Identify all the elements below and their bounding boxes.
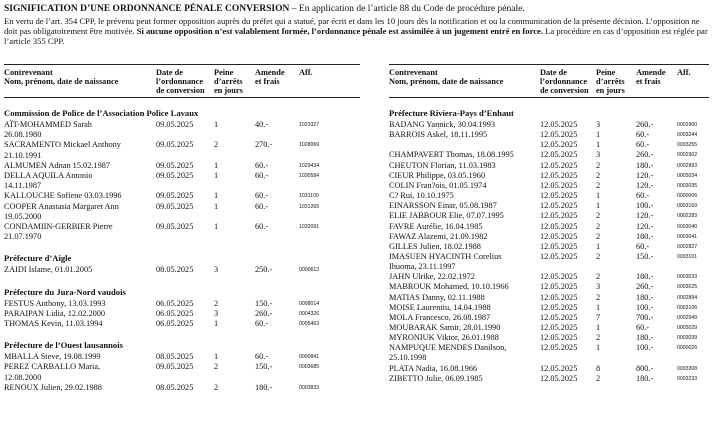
- contrevenant-name: MATIAS Danny, 02.11.1988: [389, 292, 485, 302]
- table-row: [4, 383, 360, 393]
- table-row: [389, 201, 709, 211]
- contrevenant-name-cont: 21.07.1970: [4, 232, 42, 242]
- amende-frais: 120.-: [636, 170, 654, 180]
- affaire-ref: 0003101: [677, 253, 698, 260]
- ordonnance-date: 12.05.2025: [540, 120, 578, 129]
- intro-text-bold: Si aucune opposition n’est valablement formée, l’ordonnance pénale est assimilée à un jugement entré en force.: [136, 26, 544, 37]
- ordonnance-date: 12.05.2025: [540, 180, 578, 190]
- ordonnance-date: 12.05.2025: [540, 333, 578, 343]
- contrevenant-name: CHAMPAVERT Thomas, 18.08.1995: [389, 150, 514, 160]
- section-title: Préfecture Riviera-Pays d’Enhaut: [389, 108, 514, 118]
- table-row: [389, 313, 709, 323]
- contrevenant-name: ZIBETTO Julie, 06.09.1985: [389, 373, 483, 383]
- peine-jours: 2: [596, 180, 601, 190]
- amende-frais: 250.-: [255, 265, 273, 275]
- ordonnance-date: 12.05.2025: [540, 191, 578, 201]
- peine-jours: 3: [596, 282, 601, 292]
- contrevenant-name-cont: 25.10.1998: [389, 353, 427, 363]
- header-rule-bottom: [4, 97, 360, 98]
- affaire-ref: 0000026: [677, 345, 698, 352]
- contrevenant-name-cont: 19.05.2000: [4, 211, 42, 221]
- affaire-ref: 0003034: [677, 172, 698, 179]
- contrevenant-name: ELIE JABBOUR Elie, 07.07.1995: [389, 211, 504, 221]
- section-title: Préfecture de l’Ouest lausannois: [4, 340, 123, 351]
- ordonnance-date: 12.05.2025: [540, 170, 578, 180]
- table-row: [389, 140, 709, 150]
- amende-frais: 180.-: [636, 373, 654, 383]
- affaire-ref: 0003244: [677, 132, 698, 139]
- header-peine2: d’arrêts: [596, 77, 625, 86]
- table-row: [4, 265, 360, 275]
- contrevenant-name: JAHN Ulrike, 22.02.1972: [389, 272, 475, 282]
- affaire-ref: 1030584: [299, 173, 320, 179]
- peine-jours: 3: [214, 265, 219, 275]
- ordonnance-date: 12.05.2025: [540, 292, 578, 302]
- header-peine3: en jours: [596, 86, 625, 95]
- amende-frais: 60.-: [636, 130, 650, 140]
- contrevenant-name: BADANG Yannick, 30.04.1993: [389, 120, 496, 129]
- amende-frais: 180.-: [636, 272, 654, 282]
- affaire-ref: 0003040: [677, 223, 698, 230]
- ordonnance-date: 09.05.2025: [156, 222, 194, 231]
- contrevenant-name: MABROUK Mohamed, 10.10.1966: [389, 282, 509, 292]
- contrevenant-name-cont: Ihuoma, 23.11.1997: [389, 262, 456, 272]
- header-date3: de conversion: [540, 86, 589, 95]
- peine-jours: 2: [596, 231, 601, 241]
- ordonnance-date: 08.05.2025: [156, 265, 194, 275]
- table-row: [389, 242, 709, 252]
- contrevenant-name: AÏT-MOHAMMED Sarah: [4, 120, 92, 129]
- affaire-ref: 0000612: [299, 267, 320, 274]
- header-aff: Aff.: [677, 68, 691, 77]
- ordonnance-date: 12.05.2025: [540, 343, 578, 353]
- peine-jours: 1: [596, 323, 601, 332]
- peine-jours: 1: [214, 201, 219, 211]
- header-amende2: et frais: [636, 77, 661, 86]
- peine-jours: 2: [596, 251, 601, 261]
- section-title: Commission de Police de l’Association Police Lavaux: [4, 108, 199, 118]
- ordonnance-date: 12.05.2025: [540, 272, 578, 282]
- table-row: [389, 374, 709, 384]
- contrevenant-name: PARAIPAN Lidia, 12.02.2000: [4, 308, 106, 318]
- contrevenant-name-cont: 12.08.2000: [4, 372, 42, 382]
- table-row: [389, 181, 709, 191]
- ordonnance-date: 12.05.2025: [540, 323, 578, 332]
- peine-jours: 1: [596, 191, 601, 201]
- peine-jours: 1: [214, 191, 219, 201]
- amende-frais: 260.-: [636, 120, 654, 129]
- contrevenant-name: MOUBARAK Samir, 28.01.1990: [389, 323, 501, 332]
- ordonnance-date: 09.05.2025: [156, 201, 194, 211]
- table-row: [4, 120, 360, 140]
- amende-frais: 180.-: [636, 231, 654, 241]
- header-date1: Date de: [156, 68, 183, 77]
- affaire-ref: 0002893: [677, 162, 698, 169]
- contrevenant-name: FAWAZ Alazemi, 21.09.1982: [389, 231, 488, 241]
- amende-frais: 150.-: [255, 362, 273, 372]
- header-peine1: Peine: [596, 68, 616, 77]
- contrevenant-name: CIEUR Philippe, 03.05.1960: [389, 170, 486, 180]
- amende-frais: 800.-: [636, 363, 654, 373]
- peine-jours: 1: [214, 120, 219, 129]
- affaire-ref: 0002894: [677, 294, 698, 301]
- affaire-ref: 0005463: [299, 321, 320, 327]
- affaire-ref: 1028069: [299, 142, 320, 149]
- table-row: [389, 252, 709, 272]
- amende-frais: 60.-: [636, 140, 650, 150]
- amende-frais: 700.-: [636, 312, 654, 322]
- amende-frais: 180.-: [636, 292, 654, 302]
- section-title: Préfecture d’Aigle: [4, 253, 72, 264]
- header-amende1: Amende: [255, 68, 285, 77]
- contrevenant-name: NAMPUQUE MENDES Danilson,: [389, 343, 507, 353]
- contrevenant-name: ZAIDI Islame, 01.01.2005: [4, 265, 93, 275]
- amende-frais: 60.-: [255, 352, 269, 362]
- contrevenant-name: KALLOUCHE Sofiene 03.03.1996: [4, 191, 122, 201]
- affaire-ref: 0002949: [677, 314, 698, 321]
- affaire-ref: 0003041: [677, 233, 698, 240]
- intro-text-3: La procédure en cas d’opposition est réglée par l’article 355 CPP.: [4, 26, 708, 47]
- amende-frais: 260.-: [255, 308, 273, 318]
- contrevenant-name: EINARSSON Einar, 05.08.1987: [389, 201, 497, 211]
- intro-text-1: En vertu de l’art. 354 CPP, le prévenu peut former opposition auprès du préfet qui a statué, par écrit et dans les 10 jours dès la notification et ou la communication de la présente décision. L’opposition ne doit pas obligatoirement être motivée.: [4, 16, 700, 37]
- table-row: [389, 222, 709, 232]
- contrevenant-name: FESTUS Anthony, 13.03.1993: [4, 298, 106, 308]
- table-row: [389, 130, 709, 140]
- amende-frais: 260.-: [636, 282, 654, 292]
- peine-jours: 1: [214, 319, 219, 328]
- table-row: [389, 120, 709, 130]
- header-date2: l’ordonnance: [156, 77, 204, 86]
- peine-jours: 2: [596, 170, 601, 180]
- table-row: [389, 323, 709, 333]
- peine-jours: 2: [596, 333, 601, 343]
- amende-frais: 100.-: [636, 343, 654, 353]
- contrevenant-name: IMASUEN HYACINTH Corelius: [389, 251, 502, 261]
- amende-frais: 270.-: [255, 140, 273, 150]
- table-row: [4, 191, 360, 201]
- amende-frais: 60.-: [255, 160, 269, 170]
- peine-jours: 2: [214, 382, 219, 392]
- amende-frais: 150.-: [636, 251, 654, 261]
- ordonnance-date: 12.05.2025: [540, 282, 578, 292]
- ordonnance-date: 08.05.2025: [156, 352, 194, 362]
- ordonnance-date: 12.05.2025: [540, 251, 578, 261]
- ordonnance-date: 12.05.2025: [540, 312, 578, 322]
- ordonnance-date: 09.05.2025: [156, 160, 194, 170]
- affaire-ref: 0004326: [299, 310, 320, 317]
- column-headers: [4, 68, 360, 108]
- peine-jours: 2: [596, 292, 601, 302]
- table-row: [389, 303, 709, 313]
- contrevenant-name: MOLA Francesco, 26.08.1987: [389, 312, 491, 322]
- affaire-ref: 0003169: [677, 203, 698, 210]
- ordonnance-date: 09.05.2025: [156, 171, 194, 180]
- peine-jours: 2: [596, 211, 601, 221]
- affaire-ref: 0002283: [677, 213, 698, 220]
- peine-jours: 3: [214, 308, 219, 318]
- table-row: [389, 272, 709, 282]
- affaire-ref: 1029434: [299, 162, 320, 169]
- header-date3: de conversion: [156, 86, 205, 95]
- contrevenant-name: DELLA AQUILA Antonio: [4, 171, 93, 180]
- header-rule-bottom: [389, 97, 709, 98]
- amende-frais: 60.-: [255, 319, 269, 328]
- amende-frais: 60.-: [255, 171, 269, 180]
- affaire-ref: 1023327: [299, 122, 320, 128]
- ordonnance-date: 09.05.2025: [156, 140, 194, 150]
- table-row: [389, 161, 709, 171]
- peine-jours: 1: [596, 140, 601, 150]
- table-row: [389, 232, 709, 242]
- ordonnance-date: 08.05.2025: [156, 382, 194, 392]
- peine-jours: 2: [214, 140, 219, 150]
- affaire-ref: 0003106: [677, 304, 698, 311]
- header-amende1: Amende: [636, 68, 666, 77]
- peine-jours: 1: [596, 343, 601, 353]
- table-row: [4, 309, 360, 319]
- header-aff: Aff.: [299, 68, 313, 77]
- affaire-ref: 0000006: [677, 193, 698, 200]
- ordonnance-date: 06.05.2025: [156, 308, 194, 318]
- contrevenant-name: SACRAMENTO Mickael Anthony: [4, 140, 121, 150]
- affaire-ref: 0002902: [677, 152, 698, 159]
- amende-frais: 100.-: [636, 302, 654, 312]
- contrevenant-name: PEREZ CARBALLO Maria,: [4, 362, 101, 372]
- amende-frais: 60.-: [255, 191, 269, 201]
- column-headers: [389, 68, 709, 108]
- peine-jours: 3: [596, 150, 601, 160]
- amende-frais: 120.-: [636, 211, 654, 221]
- notice-title-main: SIGNIFICATION D’UNE ORDONNANCE PÉNALE CONVERSION: [4, 4, 290, 14]
- header-contrevenant: Contrevenant: [4, 68, 53, 77]
- affaire-ref: 0003039: [677, 335, 698, 342]
- table-row: [389, 282, 709, 292]
- contrevenant-name: MYRONIUK Viktor, 26.01.1988: [389, 333, 499, 343]
- affaire-ref: 0003035: [677, 182, 698, 189]
- contrevenant-name: THOMAS Kevin, 11.03.1994: [4, 319, 103, 328]
- ordonnance-date: 12.05.2025: [540, 211, 578, 221]
- header-amende2: et frais: [255, 77, 280, 86]
- affaire-ref: 1031100: [299, 193, 319, 200]
- ordonnance-date: 09.05.2025: [156, 191, 194, 201]
- peine-jours: 1: [214, 171, 219, 180]
- affaire-ref: 1031265: [299, 203, 320, 210]
- amende-frais: 60.-: [636, 191, 650, 201]
- contrevenant-name: RENOUX Julien, 29.02.1988: [4, 382, 102, 392]
- affaire-ref: 0003833: [299, 384, 320, 391]
- peine-jours: 8: [596, 363, 601, 373]
- contrevenant-name: MOISE Laurentiu, 14.04.1988: [389, 302, 491, 312]
- table-row: [389, 364, 709, 374]
- table-row: [389, 150, 709, 160]
- peine-jours: 1: [214, 160, 219, 170]
- table-row: [4, 140, 360, 160]
- contrevenant-name: GILLES Julien, 18.02.1988: [389, 241, 481, 251]
- ordonnance-date: 09.05.2025: [156, 362, 194, 372]
- contrevenant-name: ALMUMEN Adnan 15.02.1987: [4, 160, 111, 170]
- peine-jours: 2: [596, 221, 601, 231]
- affaire-ref: 0003685: [299, 364, 320, 371]
- notice-title-sub: – En application de l’article 88 du Code de procédure pénale.: [289, 4, 525, 14]
- affaire-ref: 0003033: [677, 274, 698, 281]
- peine-jours: 2: [596, 272, 601, 282]
- table-row: [4, 319, 360, 329]
- table-row: [4, 352, 360, 362]
- contrevenant-name: CHEUTON Florian, 11.03.1983: [389, 160, 496, 170]
- contrevenant-name: COLIN Fran?ois, 01.05.1974: [389, 180, 487, 190]
- peine-jours: 1: [596, 241, 601, 251]
- amende-frais: 100.-: [636, 201, 654, 211]
- peine-jours: 1: [596, 302, 601, 312]
- affaire-ref: 0003308: [677, 365, 698, 372]
- peine-jours: 1: [596, 201, 601, 211]
- ordonnance-date: 12.05.2025: [540, 373, 578, 383]
- contrevenant-name-cont: 26.08.1980: [4, 130, 42, 140]
- contrevenant-name: BARROIS Askel, 18.11.1995: [389, 130, 488, 140]
- ordonnance-date: 12.05.2025: [540, 140, 578, 150]
- table-row: [4, 299, 360, 309]
- peine-jours: 7: [596, 312, 601, 322]
- ordonnance-date: 12.05.2025: [540, 150, 578, 160]
- affaire-ref: 0000841: [299, 354, 320, 361]
- amende-frais: 60.-: [255, 201, 269, 211]
- contrevenant-name: CONDAMIIN-GERBIER Pierre: [4, 222, 113, 231]
- notice-title: [4, 4, 709, 15]
- table-row: [4, 161, 360, 171]
- header-peine3: en jours: [214, 86, 243, 95]
- peine-jours: 1: [214, 352, 219, 362]
- contrevenant-name-cont: 14.11.1987: [4, 181, 42, 191]
- contrevenant-name: PLATA Nadia, 16.08.1966: [389, 363, 478, 373]
- amende-frais: 120.-: [636, 180, 654, 190]
- peine-jours: 2: [214, 298, 219, 308]
- affaire-ref: 0008014: [299, 300, 320, 307]
- contrevenant-name: FAVRE Aurélie, 16.04.1985: [389, 221, 483, 231]
- table-row: [389, 343, 709, 363]
- peine-jours: 2: [214, 362, 219, 372]
- ordonnance-date: 06.05.2025: [156, 319, 194, 328]
- ordonnance-date: 12.05.2025: [540, 302, 578, 312]
- peine-jours: 2: [596, 160, 601, 170]
- affaire-ref: 0002900: [677, 122, 698, 128]
- header-date2: l’ordonnance: [540, 77, 588, 86]
- header-peine1: Peine: [214, 68, 234, 77]
- amende-frais: 180.-: [255, 382, 273, 392]
- amende-frais: 40.-: [255, 120, 269, 129]
- header-nom: Nom, prénom, date de naissance: [389, 77, 504, 86]
- affaire-ref: 0003029: [677, 325, 698, 331]
- table-row: [389, 333, 709, 343]
- contrevenant-name: MBALLA Steve, 19.08.1999: [4, 352, 101, 362]
- table-row: [389, 293, 709, 303]
- header-rule-top: [4, 64, 360, 65]
- header-peine2: d’arrêts: [214, 77, 243, 86]
- peine-jours: 3: [596, 120, 601, 129]
- header-rule-top: [389, 64, 709, 65]
- header-contrevenant: Contrevenant: [389, 68, 438, 77]
- affaire-ref: 1032091: [299, 224, 320, 230]
- table-row: [389, 191, 709, 201]
- notice-intro: [4, 16, 709, 47]
- table-row: [4, 171, 360, 191]
- affaire-ref: 0003255: [677, 142, 698, 149]
- ordonnance-date: 12.05.2025: [540, 221, 578, 231]
- affaire-ref: 0003233: [677, 375, 698, 382]
- amende-frais: 60.-: [255, 222, 269, 231]
- peine-jours: 2: [596, 373, 601, 383]
- header-date1: Date de: [540, 68, 567, 77]
- affaire-ref: 0002827: [677, 243, 698, 250]
- table-row: [4, 202, 360, 222]
- ordonnance-date: 06.05.2025: [156, 298, 194, 308]
- amende-frais: 260.-: [636, 150, 654, 160]
- amende-frais: 60.-: [636, 241, 650, 251]
- section-title: Préfecture du Jura-Nord vaudois: [4, 286, 126, 297]
- contrevenant-name: C? Rui, 10.10.1975: [389, 191, 454, 201]
- peine-jours: 1: [214, 222, 219, 231]
- peine-jours: 1: [596, 130, 601, 140]
- table-row: [4, 362, 360, 382]
- amende-frais: 120.-: [636, 221, 654, 231]
- affaire-ref: 0003025: [677, 284, 698, 291]
- table-row: [4, 222, 360, 242]
- contrevenant-name-cont: 21.10.1991: [4, 150, 42, 160]
- ordonnance-date: 12.05.2025: [540, 130, 578, 140]
- ordonnance-date: 12.05.2025: [540, 201, 578, 211]
- ordonnance-date: 09.05.2025: [156, 120, 194, 129]
- header-nom: Nom, prénom, date de naissance: [4, 77, 119, 86]
- ordonnance-date: 12.05.2025: [540, 231, 578, 241]
- amende-frais: 60.-: [636, 323, 650, 332]
- amende-frais: 150.-: [255, 298, 273, 308]
- contrevenant-name: COOPER Anastasia Margaret Ann: [4, 201, 119, 211]
- table-row: [389, 171, 709, 181]
- ordonnance-date: 12.05.2025: [540, 241, 578, 251]
- amende-frais: 180.-: [636, 333, 654, 343]
- amende-frais: 180.-: [636, 160, 654, 170]
- ordonnance-date: 12.05.2025: [540, 363, 578, 373]
- table-row: [389, 211, 709, 221]
- ordonnance-date: 12.05.2025: [540, 160, 578, 170]
